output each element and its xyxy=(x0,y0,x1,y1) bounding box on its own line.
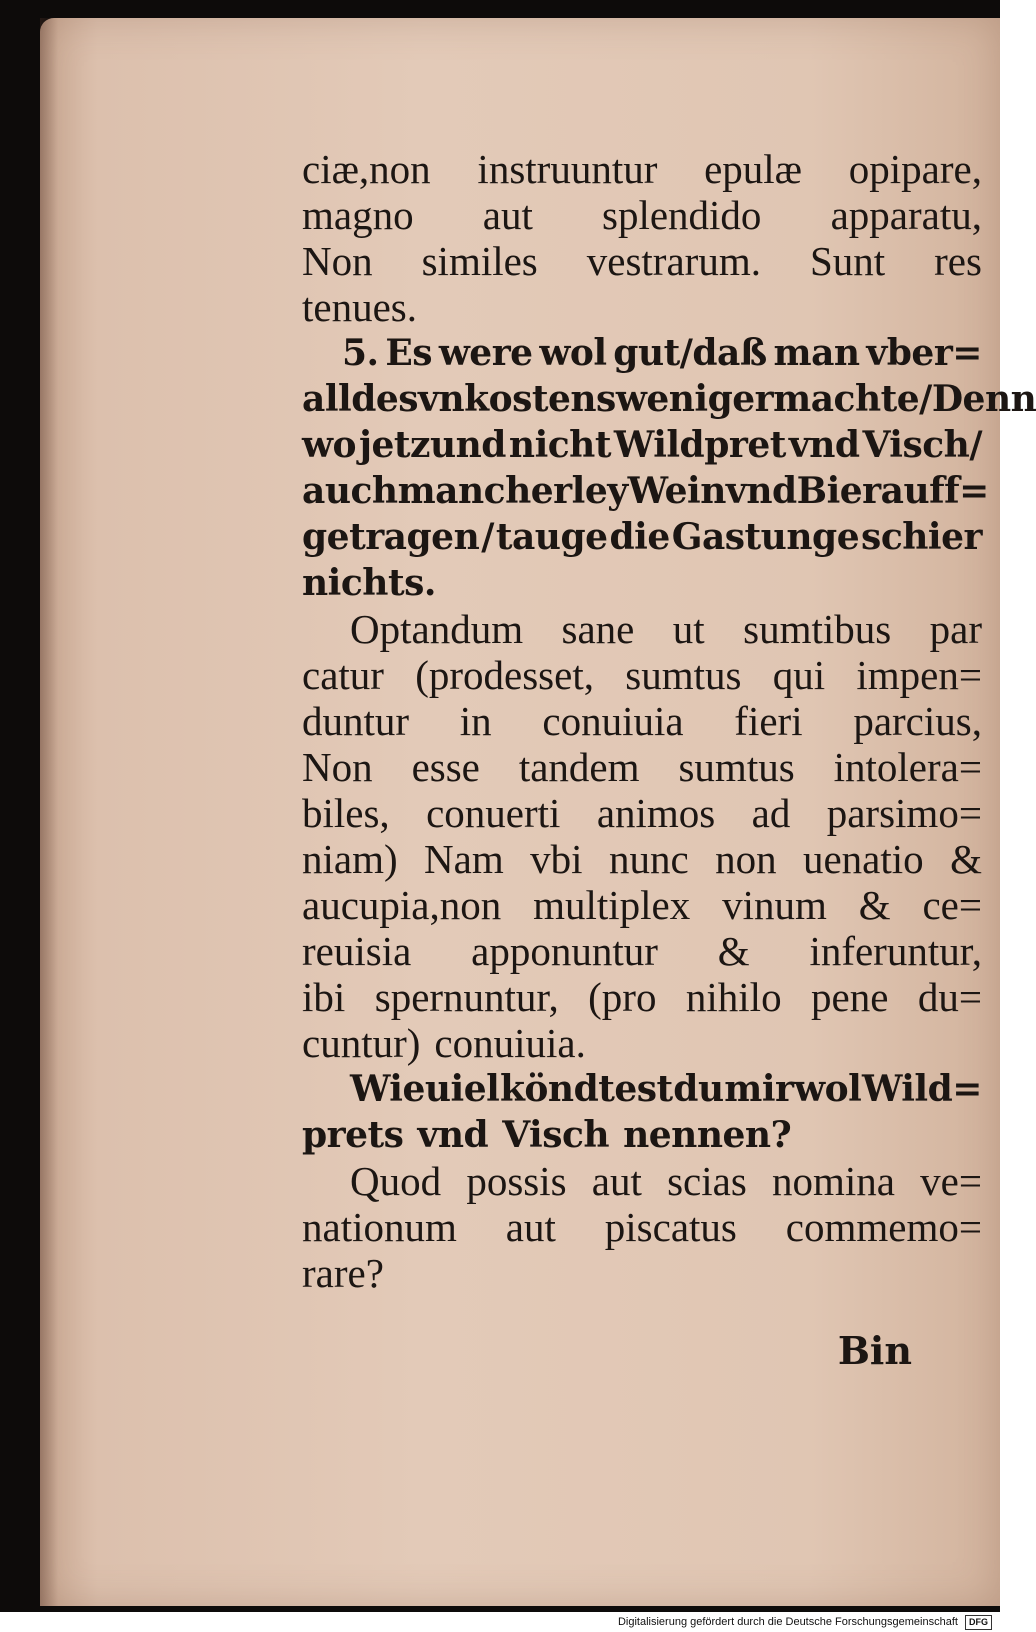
text-line xyxy=(302,928,982,974)
text-line xyxy=(302,836,982,882)
word: die xyxy=(609,516,670,558)
word: Visch xyxy=(502,1114,610,1156)
word: gut/daß xyxy=(613,332,767,374)
text-line xyxy=(302,1066,982,1112)
word: ad xyxy=(751,790,791,836)
word: aut xyxy=(591,1158,642,1204)
text-line xyxy=(302,284,982,330)
word: Nam xyxy=(424,836,504,882)
word: nihilo xyxy=(685,974,782,1020)
word: Non xyxy=(302,238,373,284)
dfg-logo: DFG xyxy=(965,1615,992,1630)
text-line xyxy=(302,146,982,192)
word: catur xyxy=(302,652,384,698)
word: instruuntur xyxy=(477,146,658,192)
word: nennen? xyxy=(623,1114,792,1156)
word: sumtus xyxy=(625,652,742,698)
word: splendido xyxy=(602,192,762,238)
word: / xyxy=(481,516,494,558)
text-line xyxy=(302,698,982,744)
text-line xyxy=(302,1020,982,1066)
text-line xyxy=(302,192,982,238)
word: du= xyxy=(917,974,982,1020)
word: (prodesset, xyxy=(415,652,594,698)
word: ut xyxy=(672,606,705,652)
text-line xyxy=(302,790,982,836)
word: ibi xyxy=(302,974,346,1020)
word: wo xyxy=(302,424,357,466)
text-line xyxy=(302,974,982,1020)
word: vinum xyxy=(722,882,827,928)
word: duntur xyxy=(302,698,410,744)
word: köndtest xyxy=(499,1068,673,1110)
word: qui xyxy=(772,652,826,698)
word: vnd xyxy=(788,424,860,466)
text-line xyxy=(302,652,982,698)
credit-text: Digitalisierung gefördert durch die Deutsche Forschungsgemeinschaft xyxy=(617,1616,958,1628)
page-text-block xyxy=(302,146,1036,1296)
text-line xyxy=(302,238,982,284)
word: 5. xyxy=(342,332,379,374)
word: sumtibus xyxy=(743,606,892,652)
text-line xyxy=(302,422,982,468)
word: tenues. xyxy=(302,284,417,330)
word: parcius, xyxy=(853,698,982,744)
word: getragen xyxy=(302,516,480,558)
word: animos xyxy=(596,790,716,836)
word: were xyxy=(438,332,533,374)
word: Es xyxy=(385,332,433,374)
word: & xyxy=(858,882,891,928)
word: Sunt xyxy=(809,238,886,284)
word: tauge xyxy=(495,516,608,558)
word: Wild= xyxy=(861,1068,982,1110)
word: Wein xyxy=(627,470,726,512)
word: in xyxy=(459,698,492,744)
text-line xyxy=(302,1158,982,1204)
text-line xyxy=(302,1250,982,1296)
word: Wieuiel xyxy=(350,1068,500,1110)
word: vber= xyxy=(866,332,982,374)
word: man xyxy=(773,332,860,374)
word: machte/Denn xyxy=(773,378,1036,420)
word: apponuntur xyxy=(471,928,658,974)
word: conuiuia xyxy=(542,698,684,744)
word: nationum xyxy=(302,1204,457,1250)
word: pene xyxy=(811,974,889,1020)
word: wol xyxy=(539,332,607,374)
word: niam) xyxy=(302,836,398,882)
word: inferuntur, xyxy=(809,928,982,974)
text-line xyxy=(302,882,982,928)
text-line xyxy=(302,606,982,652)
word: & xyxy=(950,836,982,882)
word: Wildpret xyxy=(613,424,786,466)
word: auch xyxy=(302,470,398,512)
word: multiplex xyxy=(533,882,691,928)
word: impen= xyxy=(856,652,982,698)
word: nomina xyxy=(771,1158,895,1204)
word: sane xyxy=(561,606,635,652)
word: prets xyxy=(302,1114,404,1156)
word: des xyxy=(351,378,419,420)
word: cuntur) xyxy=(302,1020,421,1066)
word: Quod xyxy=(350,1158,442,1204)
word: ve= xyxy=(920,1158,982,1204)
word: scias xyxy=(667,1158,747,1204)
word: res xyxy=(934,238,982,284)
word: nunc xyxy=(608,836,689,882)
word: aut xyxy=(482,192,533,238)
word: Gastunge xyxy=(671,516,860,558)
text-line xyxy=(302,1112,982,1158)
word: & xyxy=(717,928,750,974)
word: rare? xyxy=(302,1250,384,1296)
word: possis xyxy=(466,1158,567,1204)
word: sumtus xyxy=(678,744,795,790)
word: mancherley xyxy=(397,470,628,512)
text-line xyxy=(302,560,982,606)
word: aut xyxy=(505,1204,556,1250)
word: mir xyxy=(724,1068,794,1110)
word: all xyxy=(302,378,352,420)
text-line xyxy=(302,1204,982,1250)
digitization-credit-footer xyxy=(0,1612,1000,1632)
word: du xyxy=(673,1068,724,1110)
word: conuerti xyxy=(426,790,561,836)
text-line xyxy=(302,514,982,560)
word: weniger xyxy=(615,378,774,420)
word: reuisia xyxy=(302,928,412,974)
word: tandem xyxy=(518,744,640,790)
word: vnd xyxy=(725,470,797,512)
word: vnkostens xyxy=(418,378,616,420)
word: nicht xyxy=(508,424,611,466)
word: biles, xyxy=(302,790,390,836)
text-line xyxy=(302,376,1036,422)
text-line xyxy=(302,744,982,790)
word: esse xyxy=(411,744,480,790)
word: ce= xyxy=(922,882,982,928)
word: (pro xyxy=(588,974,657,1020)
word: piscatus xyxy=(604,1204,737,1250)
word: magno xyxy=(302,192,414,238)
word: Visch/ xyxy=(862,424,982,466)
word: Bier xyxy=(796,470,881,512)
text-line xyxy=(302,468,989,514)
word: fieri xyxy=(734,698,803,744)
word: Optandum xyxy=(350,606,524,652)
word: opipare, xyxy=(848,146,982,192)
word: vestrarum. xyxy=(586,238,761,284)
word: par xyxy=(929,606,982,652)
word: non xyxy=(715,836,777,882)
word: epulæ xyxy=(704,146,803,192)
word: similes xyxy=(421,238,538,284)
word: auff= xyxy=(880,470,989,512)
word: nichts. xyxy=(302,562,436,604)
word: spernuntur, xyxy=(374,974,559,1020)
word: aucupia,non xyxy=(302,882,502,928)
word: vbi xyxy=(530,836,583,882)
word: ciæ,non xyxy=(302,146,431,192)
word: commemo= xyxy=(785,1204,982,1250)
text-line xyxy=(302,330,982,376)
word: vnd xyxy=(417,1114,489,1156)
word: schier xyxy=(861,516,982,558)
word: conuiuia. xyxy=(434,1020,586,1066)
word: parsimo= xyxy=(826,790,982,836)
word: apparatu, xyxy=(830,192,982,238)
catchword: Bin xyxy=(837,1328,912,1373)
word: intolera= xyxy=(833,744,982,790)
word: wol xyxy=(794,1068,862,1110)
word: jetzund xyxy=(358,424,506,466)
word: Non xyxy=(302,744,373,790)
word: uenatio xyxy=(802,836,924,882)
